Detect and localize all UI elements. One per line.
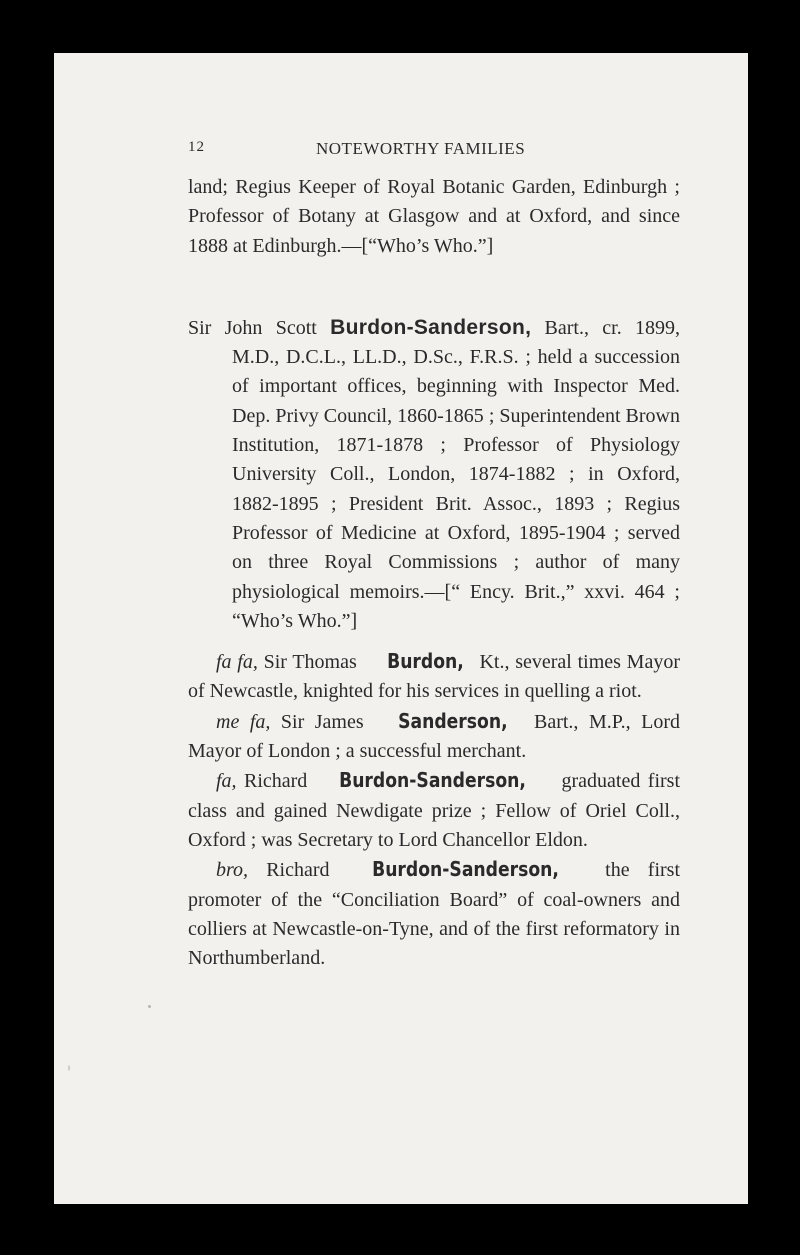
entry-surname: Burdon-Sanderson,	[330, 315, 532, 339]
entry-text: the first promoter of the “Conciliation Board” of coal-owners and colliers at Newcastle-on-Tyne, and of the first reformatory in Northumberland.	[188, 859, 681, 970]
entry-surname: Burdon-Sanderson,	[371, 857, 559, 882]
entry-surname: Burdon-Sanderson,	[338, 768, 526, 793]
entry-surname: Sanderson,	[398, 708, 508, 733]
entry-prefix: Richard	[248, 859, 348, 882]
entry-surname: Burdon,	[386, 649, 464, 674]
entry-text: graduated first class and gained Newdigate prize ; Fellow of Oriel Coll., Oxford ; was Secretary to Lord Chancellor Eldon.	[188, 770, 680, 851]
relation-label: fa fa,	[216, 651, 258, 674]
page-header	[188, 139, 688, 163]
paragraph-text: land; Regius Keeper of Royal Botanic Garden, Edinburgh ; Professor of Botany at Glasgow and at Oxford, and since 1888 at Edinburgh.—[“Who’s Who.”]	[188, 176, 680, 257]
relation-label: bro,	[216, 859, 249, 882]
page-body	[188, 173, 680, 973]
relation-label: fa,	[216, 770, 237, 793]
entry-text: Bart., cr. 1899, M.D., D.C.L., LL.D., D.Sc., F.R.S. ; held a succession of important offices, beginning with Inspector Med. Dep. Privy Council, 1860-1865 ; Superintendent Brown Institution, 1871-1878 ; Professor of Physiology University Coll., London, 1874-1882 ; in Oxford, 1882-1895 ; President Brit. Assoc., 1893 ; Regius Professor of Medicine at Oxford, 1895-1904 ; served on three Royal Commissions ; author of many physiological memoirs.—[“ Ency. Brit.,” xxvi. 464 ; “Who’s Who.”]	[232, 316, 680, 632]
main-entry	[188, 313, 680, 636]
entry-prefix: Sir James	[270, 710, 375, 733]
page-number: 12	[188, 139, 205, 155]
relative-entry	[188, 707, 680, 767]
relation-label: me fa,	[216, 710, 271, 733]
paper-speck	[68, 1065, 70, 1071]
entry-text: Bart., M.P., Lord Mayor of London ; a successful merchant.	[188, 710, 681, 763]
paper-speck	[148, 1005, 151, 1008]
running-title: NOTEWORTHY FAMILIES	[316, 139, 526, 158]
entry-text: Kt., several times Mayor of Newcastle, knighted for his services in quelling a riot.	[188, 651, 680, 703]
entry-prefix: Richard	[236, 770, 315, 793]
relative-entry	[188, 647, 680, 707]
paragraph-continuation	[188, 173, 680, 261]
entry-prefix: Sir John Scott	[188, 316, 331, 339]
relative-entry	[188, 766, 680, 855]
relative-entry	[188, 855, 680, 973]
book-page	[54, 53, 748, 1204]
entry-prefix: Sir Thomas	[257, 651, 363, 674]
